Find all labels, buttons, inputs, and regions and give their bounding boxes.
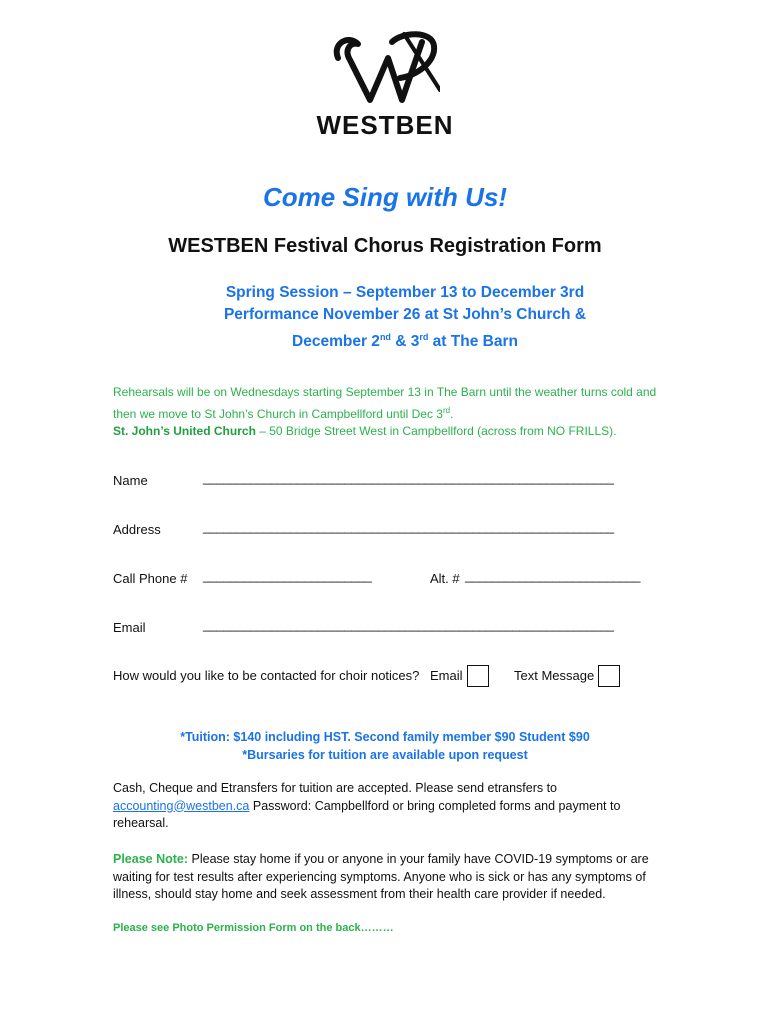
session-date-text: & 3 bbox=[390, 333, 420, 351]
church-name: St. John’s United Church bbox=[113, 424, 256, 438]
session-date-text: December 2 bbox=[292, 333, 380, 351]
payment-text-end: Password: Campbellford or bring completed forms and payment to rehearsal. bbox=[113, 798, 621, 830]
tuition-info bbox=[0, 728, 770, 764]
photo-permission-note: Please see Photo Permission Form on the back……… bbox=[113, 922, 394, 934]
accounting-email-link[interactable]: accounting@westben.ca bbox=[113, 798, 250, 813]
contact-email-label: Email bbox=[430, 668, 463, 683]
address-field[interactable]: _____________________________________________________________ bbox=[203, 519, 614, 534]
bursary-line: *Bursaries for tuition are available upon request bbox=[242, 748, 528, 762]
payment-info bbox=[113, 780, 673, 833]
church-address: – 50 Bridge Street West in Campbellford (across from NO FRILLS). bbox=[255, 424, 617, 438]
note-label: Please Note: bbox=[113, 852, 189, 866]
logo-wordmark: WESTBEN bbox=[316, 110, 454, 140]
rehearsal-text: Rehearsals will be on Wednesdays starting September 13 in The Barn until the weather turns cold and then we move to St John’s Church in Campbellford until Dec 3 bbox=[113, 385, 657, 421]
email-label: Email bbox=[113, 620, 146, 635]
westben-w-icon bbox=[330, 28, 440, 108]
covid-note bbox=[113, 851, 673, 904]
note-text: Please stay home if you or anyone in your family have COVID-19 symptoms or are waiting for test results after experiencing symptoms. Anyone who is sick or has any symptoms of illness, should stay home and seek assessment from their health care provider if needed. bbox=[113, 852, 649, 901]
phone-field[interactable]: _________________________ bbox=[203, 568, 372, 583]
rehearsal-info bbox=[113, 384, 673, 441]
name-label: Name bbox=[113, 473, 148, 488]
rehearsal-text-end: . bbox=[450, 406, 454, 421]
contact-email-checkbox[interactable] bbox=[467, 665, 489, 687]
tuition-line: *Tuition: $140 including HST. Second family member $90 Student $90 bbox=[180, 730, 590, 744]
westben-logo bbox=[300, 28, 470, 140]
contact-question: How would you like to be contacted for choir notices? bbox=[113, 668, 420, 683]
name-field[interactable]: _____________________________________________________________ bbox=[203, 470, 614, 485]
form-subtitle: WESTBEN Festival Chorus Registration Form bbox=[168, 235, 602, 257]
session-line-3 bbox=[0, 326, 770, 353]
contact-text-label: Text Message bbox=[514, 668, 595, 683]
session-date-text: at The Barn bbox=[428, 333, 518, 351]
phone-label: Call Phone # bbox=[113, 571, 188, 586]
alt-phone-field[interactable]: __________________________ bbox=[465, 568, 640, 583]
session-date-sup: nd bbox=[379, 332, 391, 342]
alt-phone-label: Alt. # bbox=[430, 571, 460, 586]
contact-text-checkbox[interactable] bbox=[598, 665, 620, 687]
session-line-1: Spring Session – September 13 to December 3rd bbox=[225, 284, 585, 301]
session-line-2: Performance November 26 at St John’s Church & bbox=[223, 306, 587, 323]
email-field[interactable]: _____________________________________________________________ bbox=[203, 617, 614, 632]
session-info bbox=[0, 282, 770, 353]
session-date-sup: rd bbox=[419, 332, 429, 342]
page-title: Come Sing with Us! bbox=[262, 182, 508, 212]
payment-text: Cash, Cheque and Etransfers for tuition are accepted. Please send etransfers to bbox=[113, 781, 558, 795]
rehearsal-sup: rd bbox=[442, 405, 451, 415]
address-label: Address bbox=[113, 522, 161, 537]
